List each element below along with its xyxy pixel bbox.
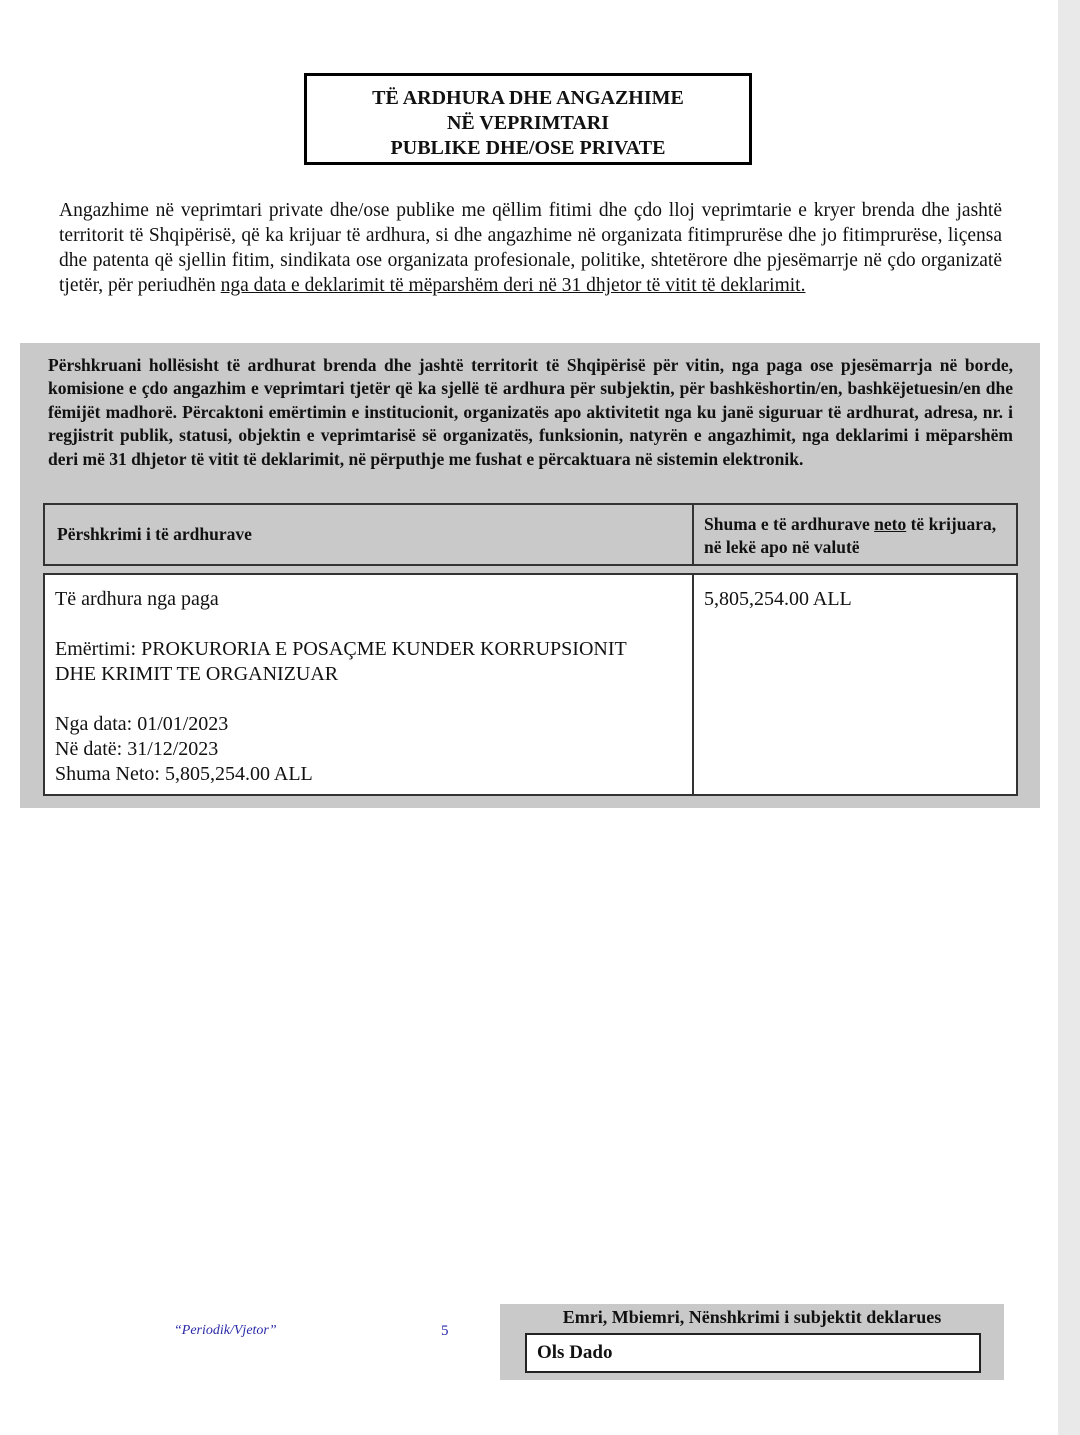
header-amount-neto: neto	[874, 514, 907, 534]
income-table-header	[43, 503, 1018, 566]
title-line-2: NË VEPRIMTARI	[446, 112, 610, 134]
date-from: Nga data: 01/01/2023	[55, 713, 229, 735]
page-number: 5	[441, 1323, 449, 1339]
intro-period-underlined: nga data e deklarimit të mëparshëm deri në 31 dhjetor të vitit të deklarimit.	[220, 275, 806, 296]
header-description: Përshkrimi i të ardhurave	[45, 505, 694, 564]
income-table-row	[43, 573, 1018, 796]
title-line-1: TË ARDHURA DHE ANGAZHIME	[372, 87, 684, 109]
intro-paragraph	[59, 198, 1002, 298]
right-edge-bar	[1058, 0, 1080, 1435]
institution-name-line-1: Emërtimi: PROKURORIA E POSAÇME KUNDER KORRUPSIONIT	[55, 638, 627, 660]
section-title-box	[304, 73, 752, 165]
income-description-cell	[45, 575, 694, 794]
date-to: Në datë: 31/12/2023	[55, 738, 219, 760]
header-amount-post: të krijuara, në lekë apo në valutë	[704, 514, 997, 557]
income-amount-cell: 5,805,254.00 ALL	[704, 588, 852, 610]
header-amount-pre: Shuma e të ardhurave	[704, 514, 875, 534]
institution-name-line-2: DHE KRIMIT TE ORGANIZUAR	[55, 663, 339, 685]
signature-label: Emri, Mbiemri, Nënshkrimi i subjektit deklarues	[562, 1307, 942, 1327]
panel-instructions: Përshkruani hollësisht të ardhurat brenda dhe jashtë territorit të Shqipërisë për vitin, nga paga ose pjesëmarrja në borde, komisione e çdo angazhim e veprimtari tjetër që ka sjellë të ardhura për subjektin, për bashkëshortin/en, bashkëjetuesin/en dhe fëmijët madhorë. Përcaktoni emërtimin e institucionit, organizatës apo aktivitetit nga ku janë siguruar të ardhurat, adresa, nr. i regjistrit publik, statusi, objektin e veprimtarisë së organizatës, funksionin, natyrën e angazhimit, nga deklarimi i mëparshëm deri më 31 dhjetor të vitit të deklarimit, në përputhje me fushat e përcaktuara në sistemin elektronik.	[48, 355, 1013, 469]
signature-name-field: Ols Dado	[525, 1333, 981, 1373]
footer-period-label: “Periodik/Vjetor”	[174, 1323, 277, 1338]
net-amount-text: Shuma Neto: 5,805,254.00 ALL	[55, 763, 313, 785]
income-type: Të ardhura nga paga	[55, 588, 219, 610]
header-amount	[694, 505, 1016, 564]
intro-text: Angazhime në veprimtari private dhe/ose publike me qëllim fitimi dhe çdo lloj veprimtarie e kryer brenda dhe jashtë territorit të Shqipërisë, që ka krijuar të ardhura, si dhe angazhime në organizata fitimprurëse dhe jo fitimprurëse, liçensa dhe patenta që sjellin fitim, sindikata ose organizata profesionale, politike, shtetërore dhe pjesëmarrje në çdo organizatë tjetër, për periudhën	[59, 200, 1002, 296]
title-line-3: PUBLIKE DHE/OSE PRIVATE	[390, 137, 666, 159]
